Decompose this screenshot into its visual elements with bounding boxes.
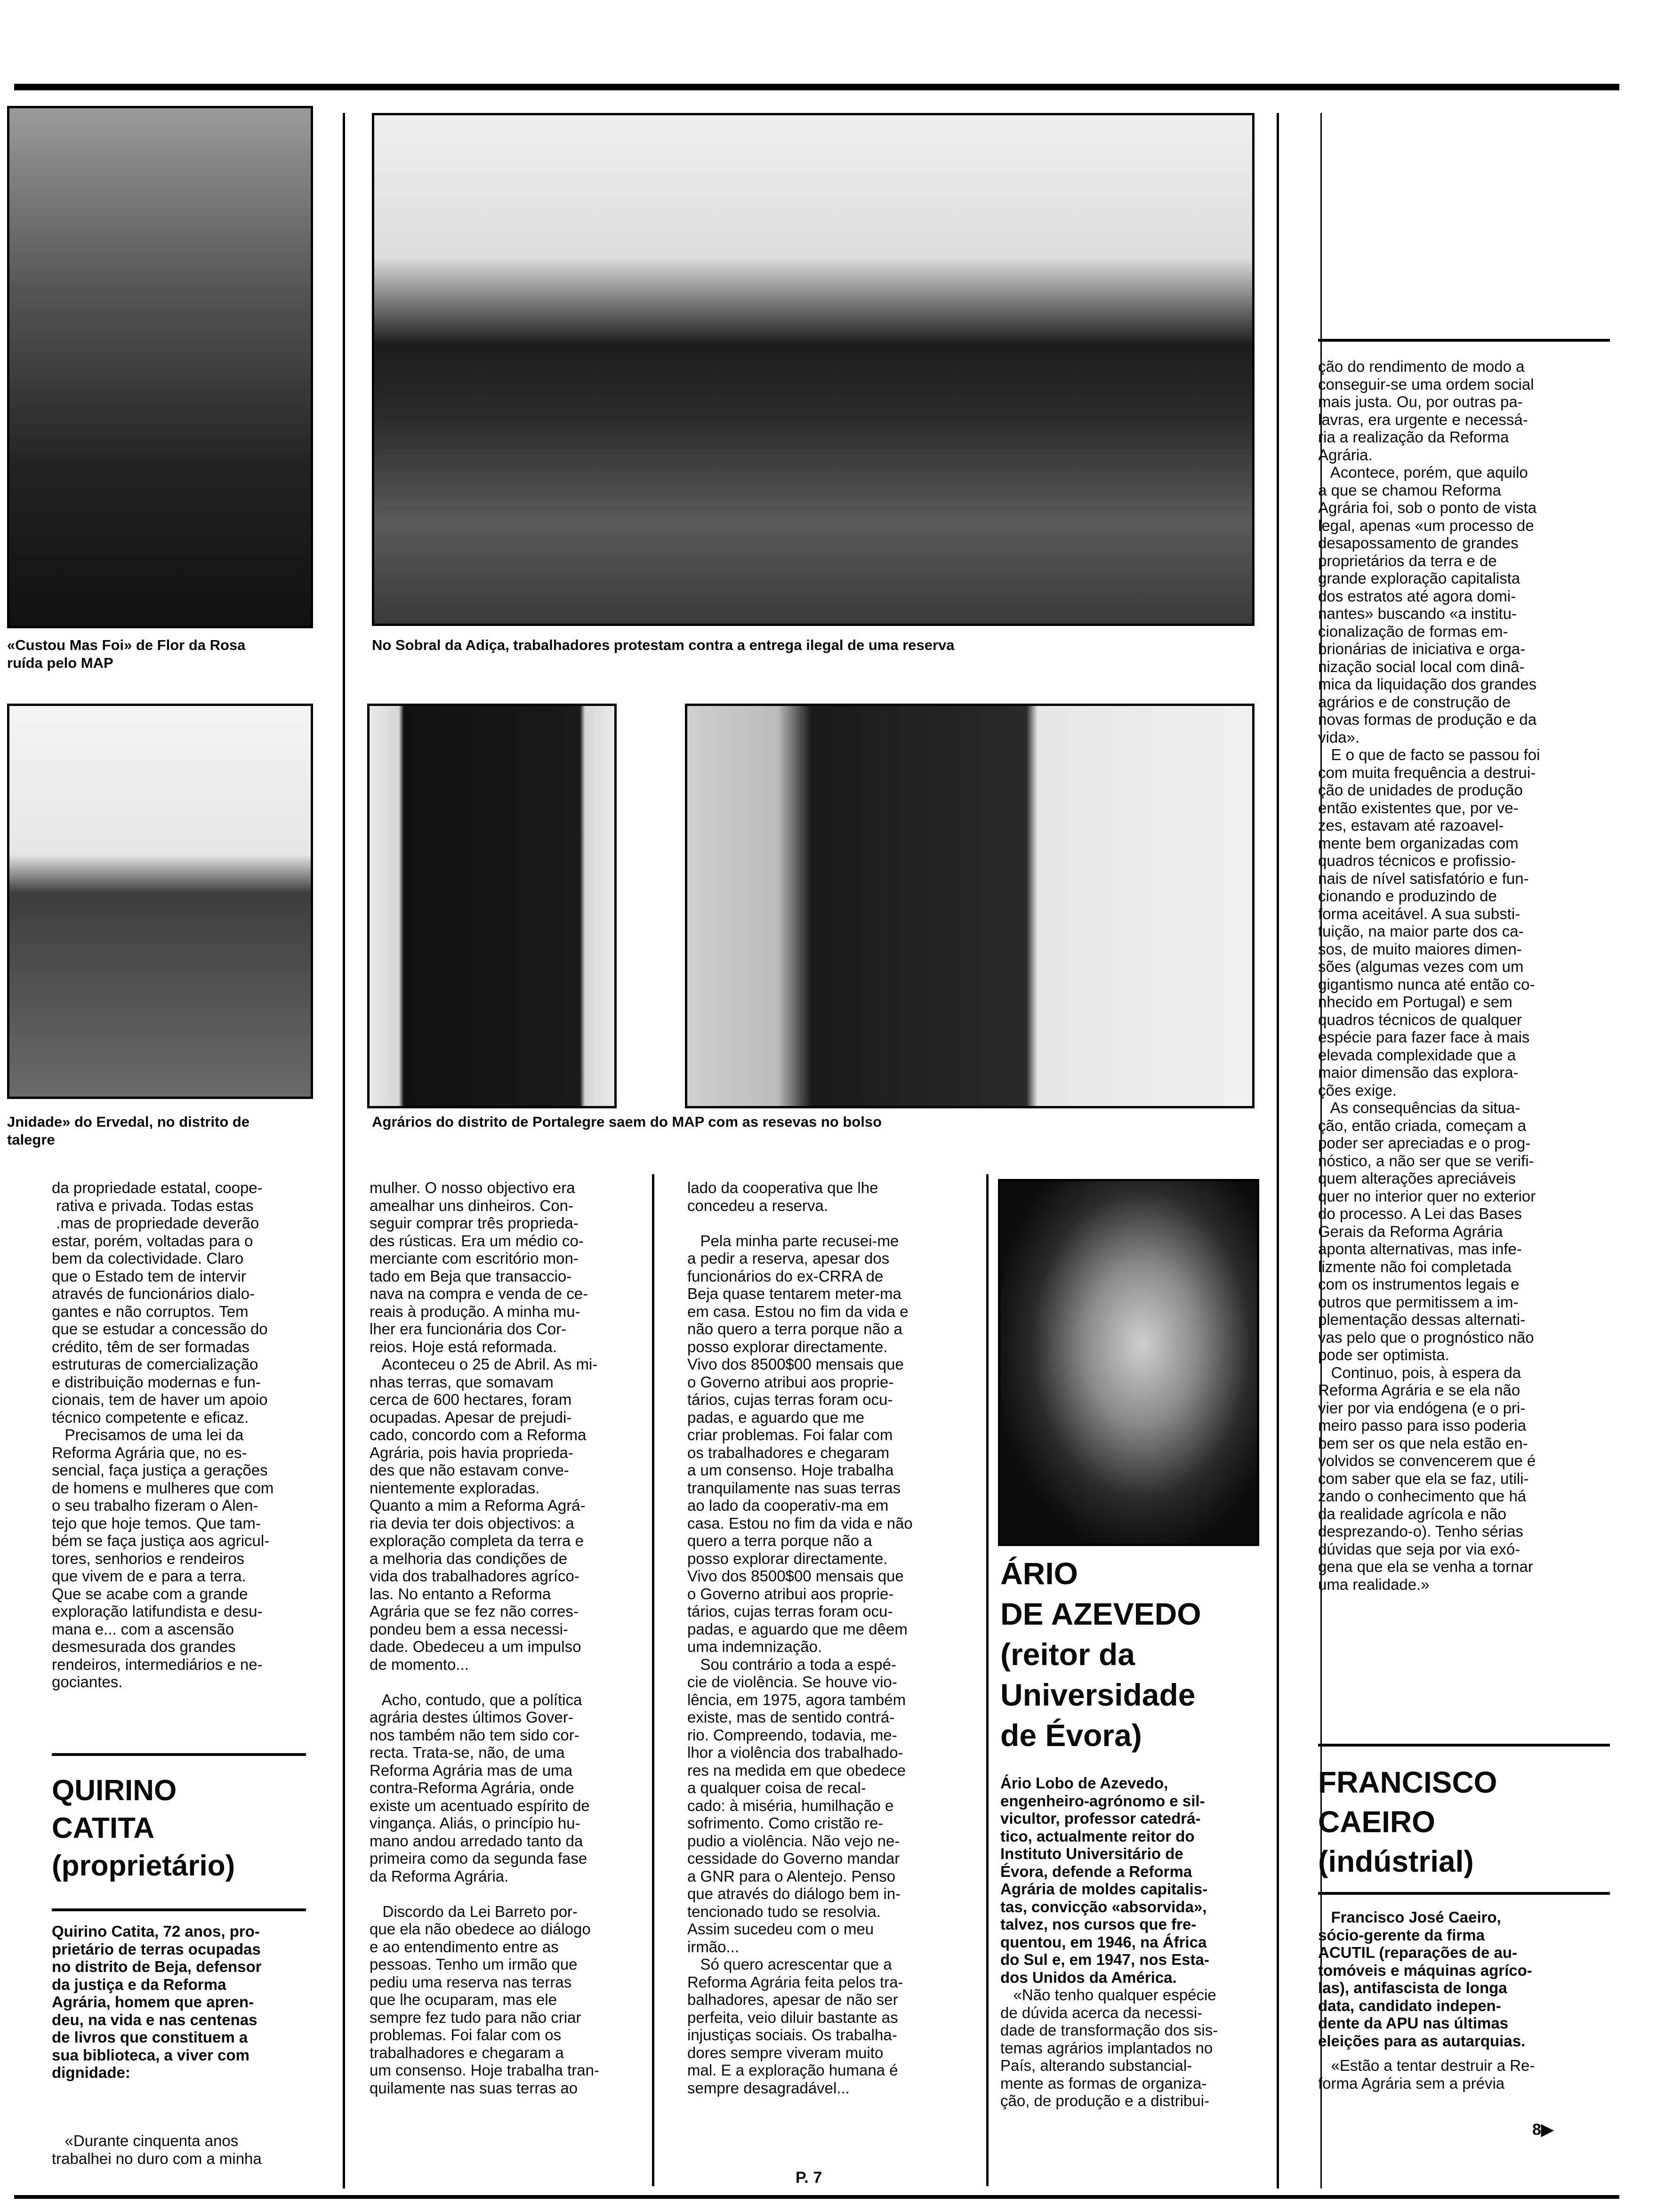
column-divider xyxy=(986,1174,989,2186)
article-text-col4: «Não tenho qualquer espécie de dúvida acerca da necessi- dade de transformação dos sis- temas agrários implantados no País, alterando substancial- mente as formas de organiza- ção, de produção e a distribui- xyxy=(1000,1986,1218,2109)
column-divider xyxy=(343,113,345,2188)
intro-quirino-catita: Quirino Catita, 72 anos, pro- prietário de terras ocupadas no distrito de Beja, defensor da justiça e da Reforma Agrária, homem que apren- deu, na vida e nas centenas de livros que constituem a sua biblioteca, a viver com dignidade: xyxy=(52,1923,262,2081)
article-text-col1-bottom: «Durante cinquenta anos trabalhei no duro com a minha xyxy=(52,2132,262,2167)
caption-portalegre: Agrários do distrito de Portalegre saem do MAP com as resevas no bolso xyxy=(372,1114,882,1130)
continued-marker: 8▶ xyxy=(1532,2121,1554,2139)
page-number: P. 7 xyxy=(796,2169,822,2187)
top-rule xyxy=(14,84,1619,90)
headline-quirino-catita: QUIRINO CATITA (proprietário) xyxy=(52,1774,235,1882)
caption-sobral-da-adica: No Sobral da Adiça, trabalhadores protestam contra a entrega ilegal de uma reserva xyxy=(372,637,955,653)
photo-sobral-da-adica xyxy=(372,113,1255,626)
headline-francisco-caeiro: FRANCISCO CAEIRO (indústrial) xyxy=(1318,1765,1497,1878)
headline-ario-de-azevedo: ÁRIO DE AZEVEDO (reitor da Universidade de Évora) xyxy=(1000,1556,1201,1753)
article-text-col5: ção do rendimento de modo a conseguir-se uma ordem social mais justa. Ou, por outras pa- lavras, era urgente e necessá- ria a realização da Reforma Agrária. Acontece, porém, que aquilo a que se chamou Reforma Agrária foi, sob o ponto de vista legal, apenas «um processo de desapossamento de grandes proprietários da terra e de grande exploração capitalista dos estratos até agora domi- nantes» buscando «a institu- cionalização de formas em- brionárias de iniciativa e orga- nização social local com dinâ- mica da liquidação dos grandes agrários e de construção de novas formas de produção e da vida». E o que de facto se passou foi com muita frequência a destrui- ção de unidades de produção então existentes que, por ve- zes, estavam até razoavel- mente bem organizadas com quadros técnicos e profissio- nais de nível satisfatório e fun- cionando e produzindo de forma aceitável. A sua substi- tuição, na maior parte dos ca- sos, de muito maiores dimen- sões (algumas vezes com um gigantismo nunca até então co- nhecido em Portugal) e sem quadros técnicos de qualquer espécie para fazer face à mais elevada complexidade que a maior dimensão das explora- ções exige. As consequências da situa- ção, então criada, começam a poder ser apreciadas e o prog- nóstico, a não ser que se verifi- quem alterações apreciáveis quer no interior quer no exterior do processo. A Lei das Bases Gerais da Reforma Agrária aponta alternativas, mas infe- lizmente não foi completada com os instrumentos legais e outros que permitissem a im- plementação dessas alternati- vas pelo que o prognóstico não pode ser optimista. Continuo, pois, à espera da Reforma Agrária e se ela não vier por via endógena (e o pri- meiro passo para isso poderia bem ser os que nela estão en- volvidos se convencerem que é com saber que ela se faz, utili- zando o conhecimento que há da realidade agrícola e não desprezando-o). Tenho sérias dúvidas que seja por via exó- gena que ela se venha a tornar uma realidade.» xyxy=(1318,358,1540,1593)
photo-portalegre-farmers xyxy=(685,704,1255,1108)
intro-francisco-caeiro: Francisco José Caeiro, sócio-gerente da firma ACUTIL (reparações de au- tomóveis e máquinas agríco- las), antifascista de longa data, candidato indepen- dente da APU nas últimas eleições para as autarquias. xyxy=(1318,1908,1532,2050)
column-divider xyxy=(652,1174,654,2186)
photo-ervedal xyxy=(7,704,313,1099)
bottom-rule xyxy=(14,2195,1619,2199)
article-text-col5-bottom: «Estão a tentar destruir a Re- forma Agrária sem a prévia xyxy=(1318,2057,1535,2092)
article-text-col1-top: da propriedade estatal, coope- rativa e privada. Todas estas .mas de propriedade deverão estar, porém, voltadas para o bem da colectividade. Claro que o Estado tem de intervir através de funcionários dialo- gantes e não corruptos. Tem que se estudar a concessão do crédito, têm de ser formadas estruturas de comercialização e distribuição modernas e fun- cionais, tem de haver um apoio técnico competente e eficaz. Precisamos de uma lei da Reforma Agrária que, no es- sencial, faça justiça a gerações de homens e mulheres que com o seu trabalho fizeram o Alen- tejo que hoje temos. Que tam- bém se faça justiça aos agricul- tores, senhorios e rendeiros que vivem de e para a terra. Que se acabe com a grande exploração latifundista e desu- mana e... com a ascensão desmesurada dos grandes rendeiros, intermediários e ne- gociantes. xyxy=(52,1179,274,1691)
column-divider xyxy=(1277,113,1279,2188)
section-separator xyxy=(52,1753,306,1756)
caption-ervedal: Jnidade» do Ervedal, no distrito de talegre xyxy=(7,1114,250,1148)
caption-flor-da-rosa: «Custou Mas Foi» de Flor da Rosa ruída pelo MAP xyxy=(7,637,246,671)
section-separator xyxy=(1318,339,1610,342)
photo-portalegre-doorway xyxy=(367,704,617,1108)
portrait-ario-de-azevedo xyxy=(998,1179,1259,1546)
article-text-col2: mulher. O nosso objectivo era amealhar uns dinheiros. Con- seguir comprar três proprieda- des rústicas. Era um médio co- merciante com escritório mon- tado em Beja que transaccio- nava na compra e venda de ce- reais à produção. A minha mu- lher era funcionária dos Cor- reios. Hoje está reformada. Aconteceu o 25 de Abril. As mi- nhas terras, que somavam cerca de 600 hectares, foram ocupadas. Apesar de prejudi- cado, concordo com a Reforma Agrária, pois havia proprieda- des que não estavam conve- nientemente exploradas. Quanto a mim a Reforma Agrá- ria devia ter dois objectivos: a exploração completa da terra e a melhoria das condições de vida dos trabalhadores agríco- las. No entanto a Reforma Agrária que se fez não corres- pondeu bem a essa necessi- dade. Obedeceu a um impulso de momento... Acho, contudo, que a política agrária destes últimos Gover- nos também não tem sido cor- recta. Trata-se, não, de uma Reforma Agrária mas de uma contra-Reforma Agrária, onde existe um acentuado espírito de vingança. Aliás, o princípio hu- mano andou arredado tanto da primeira como da segunda fase da Reforma Agrária. Discordo da Lei Barreto por- que ela não obedece ao diálogo e ao entendimento entre as pessoas. Tenho um irmão que pediu uma reserva nas terras que lhe ocuparam, mas ele sempre fez tudo para não criar problemas. Foi falar com os trabalhadores e chegaram a um consenso. Hoje trabalha tran- quilamente nas suas terras ao xyxy=(370,1179,599,2097)
section-separator xyxy=(1318,1744,1610,1747)
intro-ario-de-azevedo: Ário Lobo de Azevedo, engenheiro-agrónomo e sil- vicultor, professor catedrá- tico, actualmente reitor do Instituto Universitário de Évora, defende a Reforma Agrária de moldes capitalis- tas, convicção «absorvida», talvez, nos cursos que fre- quentou, em 1946, na África do Sul e, em 1947, nos Esta- dos Unidos da América. xyxy=(1000,1774,1209,1986)
section-separator xyxy=(1318,1892,1610,1895)
section-separator xyxy=(52,1908,306,1911)
photo-flor-da-rosa xyxy=(7,106,313,628)
article-text-col3: lado da cooperativa que lhe concedeu a reserva. Pela minha parte recusei-me a pedir a reserva, apesar dos funcionários do ex-CRRA de Beja quase tentarem meter-ma em casa. Estou no fim da vida e não quero a terra porque não a posso explorar directamente. Vivo dos 8500$00 mensais que o Governo atribui aos proprie- tários, cujas terras foram ocu- padas, e aguardo que me criar problemas. Foi falar com os trabalhadores e chegaram a um consenso. Hoje trabalha tranquilamente nas suas terras ao lado da cooperativ-ma em casa. Estou no fim da vida e não quero a terra porque não a posso explorar directamente. Vivo dos 8500$00 mensais que o Governo atribui aos proprie- tários, cujas terras foram ocu- padas, e aguardo que me dêem uma indemnização. Sou contrário a toda a espé- cie de violência. Se houve vio- lência, em 1975, agora também existe, mas de sentido contrá- rio. Compreendo, todavia, me- lhor a violência dos trabalhado- res na medida em que obedece a qualquer coisa de recal- cado: à miséria, humilhação e sofrimento. Como cristão re- pudio a violência. Não vejo ne- cessidade do Governo mandar a GNR para o Alentejo. Penso que através do diálogo bem in- tencionado tudo se resolvia. Assim sucedeu com o meu irmão... Só quero acrescentar que a Reforma Agrária feita pelos tra- balhadores, apesar de não ser perfeita, veio diluir bastante as injustiças sociais. Os trabalha- dores sempre viveram muito mal. E a exploração humana é sempre desagradável... xyxy=(687,1179,913,2097)
